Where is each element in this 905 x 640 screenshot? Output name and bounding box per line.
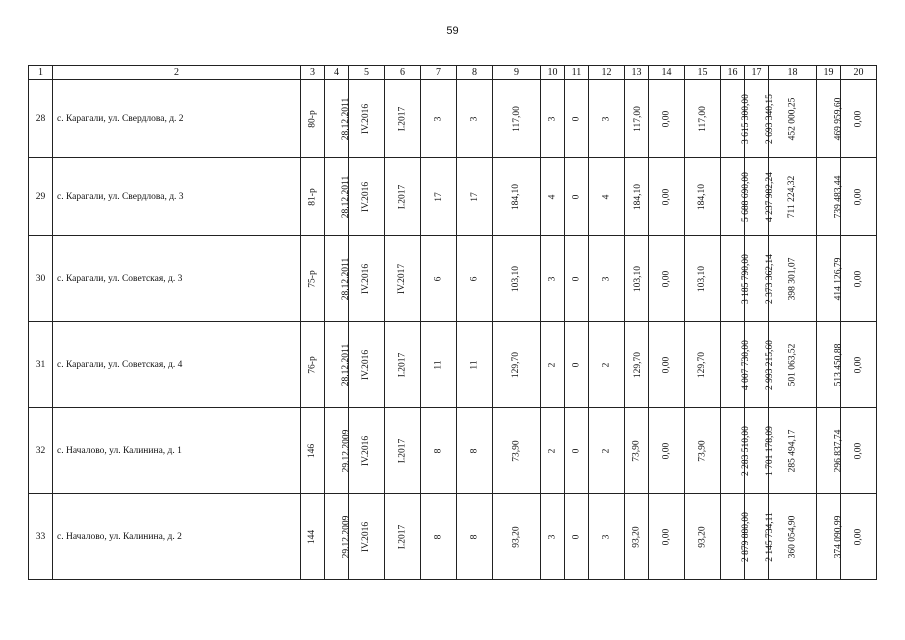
table-cell [649,80,685,158]
cell-value: 2 145 734,11 [764,511,775,562]
cell-value: 469 959,60 [833,97,844,140]
cell-value: 2 373 362,14 [764,253,775,304]
column-header: 4 [325,66,349,80]
cell-value: 3 [601,276,612,281]
cell-value: 0 [571,362,582,367]
cell-value: 0 [571,448,582,453]
table-row [29,80,877,158]
cell-value: I.2017 [397,524,408,549]
cell-value: 452 000,25 [787,97,798,140]
table-cell [817,80,844,158]
table-cell [493,322,541,408]
column-header: 8 [457,66,493,80]
data-table [28,65,877,580]
column-header: 7 [421,66,457,80]
cell-value: 0,00 [661,528,672,545]
table-cell [385,494,421,580]
table-cell [589,158,625,236]
table-cell [541,408,565,494]
table-cell [841,158,877,236]
table-row [29,408,877,494]
cell-value: 513 450,88 [833,343,844,386]
cell-value: 0 [571,534,582,539]
table-cell [649,236,685,322]
cell-value: 2 [601,448,612,453]
cell-value: 75-р [307,269,318,288]
table-cell [385,408,421,494]
table-cell [325,80,352,158]
table-cell [589,408,625,494]
page-number: 59 [446,25,459,37]
table-cell [769,158,817,236]
table-cell [457,236,493,322]
cell-value: 103,10 [511,265,522,292]
cell-value: 0,00 [853,270,864,287]
cell-value: 6 [469,276,480,281]
table-cell [625,80,649,158]
cell-value: 17 [469,191,480,202]
table-cell [721,158,751,236]
table-cell [721,236,751,322]
table-cell [589,494,625,580]
cell-value: 129,70 [633,351,644,378]
cell-value: 129,70 [697,351,708,378]
table-cell [625,322,649,408]
cell-value: I.2017 [397,106,408,131]
cell-value: 5 688 690,00 [740,171,751,222]
cell-value: 3 [601,534,612,539]
table-cell [541,80,565,158]
table-cell [385,158,421,236]
table-cell [841,80,877,158]
cell-value: IV.2017 [397,263,408,294]
cell-value: 3 185 790,00 [740,253,751,304]
table-cell [493,80,541,158]
address-cell: с. Карагали, ул. Советская, д. 3 [53,236,301,322]
table-cell [301,494,325,580]
cell-value: 296 837,74 [833,429,844,472]
cell-value: 73,90 [697,439,708,462]
cell-value: 73,90 [631,439,642,462]
cell-value: 2 [547,362,558,367]
table-cell [769,408,817,494]
cell-value: 3 615 300,00 [740,93,751,144]
table-cell [649,408,685,494]
column-header: 14 [649,66,685,80]
table-cell [421,494,457,580]
column-header: 17 [745,66,769,80]
table-cell [301,236,325,322]
cell-value: IV.2016 [361,521,372,552]
row-number-cell: 28 [29,80,53,158]
cell-value: 76-р [307,355,318,374]
table-cell [325,322,352,408]
cell-value: 2 [601,362,612,367]
table-cell [589,322,625,408]
table-cell [649,494,685,580]
cell-value: 6 [433,276,444,281]
column-header: 9 [493,66,541,80]
table-cell [457,80,493,158]
column-header: 18 [769,66,817,80]
table-cell [349,408,385,494]
column-header: 15 [685,66,721,80]
cell-value: 0,00 [661,188,672,205]
table-cell [493,236,541,322]
cell-value: I.2017 [397,184,408,209]
table-cell [493,408,541,494]
cell-value: 8 [469,534,480,539]
table-cell [565,80,589,158]
cell-value: 81-р [307,187,318,206]
table-cell [565,236,589,322]
table-cell [685,408,721,494]
table-cell [301,158,325,236]
row-number-cell: 29 [29,158,53,236]
cell-value: 103,10 [697,265,708,292]
table-cell [421,322,457,408]
cell-value: 93,20 [631,525,642,548]
table-cell [565,322,589,408]
column-header: 16 [721,66,745,80]
row-number-cell: 32 [29,408,53,494]
column-header: 5 [349,66,385,80]
table-cell [625,494,649,580]
table-cell [541,322,565,408]
cell-value: 2 [547,448,558,453]
table-cell [721,322,751,408]
cell-value: 4 [547,194,558,199]
cell-value: 285 494,17 [787,429,798,472]
table-cell [325,494,352,580]
table-row [29,322,877,408]
table-cell [589,80,625,158]
table-cell [721,80,751,158]
cell-value: 17 [433,191,444,202]
cell-value: 117,00 [511,105,522,132]
table-cell [817,322,844,408]
cell-value: 28.12.2011 [341,175,352,218]
row-number-cell: 31 [29,322,53,408]
cell-value: 3 [547,116,558,121]
table-cell [721,494,751,580]
address-cell: с. Карагали, ул. Советская, д. 4 [53,322,301,408]
row-number-cell: 30 [29,236,53,322]
cell-value: 0,00 [853,442,864,459]
cell-value: IV.2016 [361,349,372,380]
table-cell [349,158,385,236]
cell-value: 28.12.2011 [341,343,352,386]
cell-value: 360 054,90 [787,515,798,558]
table-cell [841,322,877,408]
column-header: 13 [625,66,649,80]
cell-value: 0,00 [661,110,672,127]
table-cell [349,494,385,580]
table-cell [817,494,844,580]
table-cell [457,322,493,408]
cell-value: 3 [469,116,480,121]
table-cell [301,322,325,408]
table-cell [685,80,721,158]
cell-value: 129,70 [511,351,522,378]
cell-value: 0,00 [661,442,672,459]
cell-value: 4 [601,194,612,199]
cell-value: 2 283 510,00 [740,425,751,476]
cell-value: 146 [307,443,318,458]
cell-value: 414 126,79 [833,257,844,300]
cell-value: 2 693 340,15 [764,93,775,144]
table-cell [541,158,565,236]
table-cell [817,158,844,236]
table-cell [349,322,385,408]
cell-value: 3 [433,116,444,121]
table-cell [565,494,589,580]
cell-value: 2 879 880,00 [740,511,751,562]
cell-value: 0,00 [853,356,864,373]
column-header: 3 [301,66,325,80]
table-cell [385,322,421,408]
cell-value: IV.2016 [361,103,372,134]
cell-value: 29.12.2009 [341,429,352,472]
column-header: 1 [29,66,53,80]
cell-value: 4 007 730,00 [740,339,751,390]
table-row [29,236,877,322]
cell-value: IV.2016 [361,181,372,212]
table-cell [493,494,541,580]
address-cell: с. Началово, ул. Калинина, д. 2 [53,494,301,580]
column-header: 6 [385,66,421,80]
table-cell [769,80,817,158]
column-header: 20 [841,66,877,80]
cell-value: 184,10 [697,183,708,210]
table-cell [565,408,589,494]
cell-value: 117,00 [697,105,708,132]
cell-value: 8 [433,534,444,539]
cell-value: 103,10 [633,265,644,292]
cell-value: I.2017 [397,438,408,463]
table-body [29,80,877,580]
cell-value: 3 [547,276,558,281]
address-cell: с. Началово, ул. Калинина, д. 1 [53,408,301,494]
table-cell [385,236,421,322]
table-cell [421,408,457,494]
cell-value: 0 [571,116,582,121]
table-cell [301,80,325,158]
table-cell [325,158,352,236]
table-cell [817,236,844,322]
address-cell: с. Карагали, ул. Свердлова, д. 2 [53,80,301,158]
table-cell [817,408,844,494]
table-cell [325,408,352,494]
table-cell [565,158,589,236]
cell-value: 184,10 [511,183,522,210]
table-cell [649,322,685,408]
table-cell [841,494,877,580]
cell-value: 28.12.2011 [341,257,352,300]
cell-value: 117,00 [632,105,643,132]
table-cell [841,236,877,322]
cell-value: IV.2016 [361,263,372,294]
table-cell [457,408,493,494]
address-cell: с. Карагали, ул. Свердлова, д. 3 [53,158,301,236]
cell-value: 28.12.2011 [341,97,352,140]
header-row [29,66,877,80]
table-cell [685,158,721,236]
table-cell [349,236,385,322]
cell-value: 2 993 215,60 [764,339,775,390]
cell-value: 29.12.2009 [341,515,352,558]
cell-value: 3 [547,534,558,539]
cell-value: I.2017 [397,352,408,377]
cell-value: 93,20 [511,525,522,548]
cell-value: 0,00 [853,528,864,545]
table-cell [685,494,721,580]
cell-value: 398 301,07 [787,257,798,300]
cell-value: 374 090,99 [833,515,844,558]
column-header: 11 [565,66,589,80]
cell-value: 0,00 [853,110,864,127]
table-cell [541,494,565,580]
table-row [29,158,877,236]
cell-value: 4 237 982,24 [764,171,775,222]
table-cell [457,494,493,580]
cell-value: 0,00 [661,270,672,287]
cell-value: 739 483,44 [833,175,844,218]
table-cell [301,408,325,494]
table-cell [721,408,751,494]
cell-value: 0,00 [661,356,672,373]
column-header: 2 [53,66,301,80]
cell-value: 73,90 [511,439,522,462]
cell-value: 0 [571,276,582,281]
cell-value: 144 [307,529,318,544]
table-cell [769,236,817,322]
table-cell [769,494,817,580]
column-header: 12 [589,66,625,80]
table-cell [493,158,541,236]
cell-value: 8 [469,448,480,453]
table-row [29,494,877,580]
column-header: 19 [817,66,841,80]
cell-value: 11 [433,359,444,370]
table-cell [625,158,649,236]
table-cell [685,322,721,408]
table-cell [421,236,457,322]
table-cell [841,408,877,494]
cell-value: 93,20 [697,525,708,548]
table-cell [625,408,649,494]
table-cell [385,80,421,158]
table-cell [325,236,352,322]
column-header: 10 [541,66,565,80]
cell-value: 711 224,32 [787,175,798,218]
cell-value: 0,00 [853,188,864,205]
table-cell [421,158,457,236]
cell-value: 0 [571,194,582,199]
table-cell [769,322,817,408]
row-number-cell: 33 [29,494,53,580]
cell-value: 11 [469,359,480,370]
table-cell [649,158,685,236]
table-cell [457,158,493,236]
cell-value: 1 701 178,09 [764,425,775,476]
cell-value: 3 [601,116,612,121]
cell-value: 8 [433,448,444,453]
cell-value: 80-р [307,109,318,128]
cell-value: 501 063,52 [787,343,798,386]
table-cell [625,236,649,322]
cell-value: IV.2016 [361,435,372,466]
table-cell [589,236,625,322]
table-cell [685,236,721,322]
table-cell [421,80,457,158]
cell-value: 184,10 [633,183,644,210]
table-cell [541,236,565,322]
table-cell [349,80,385,158]
